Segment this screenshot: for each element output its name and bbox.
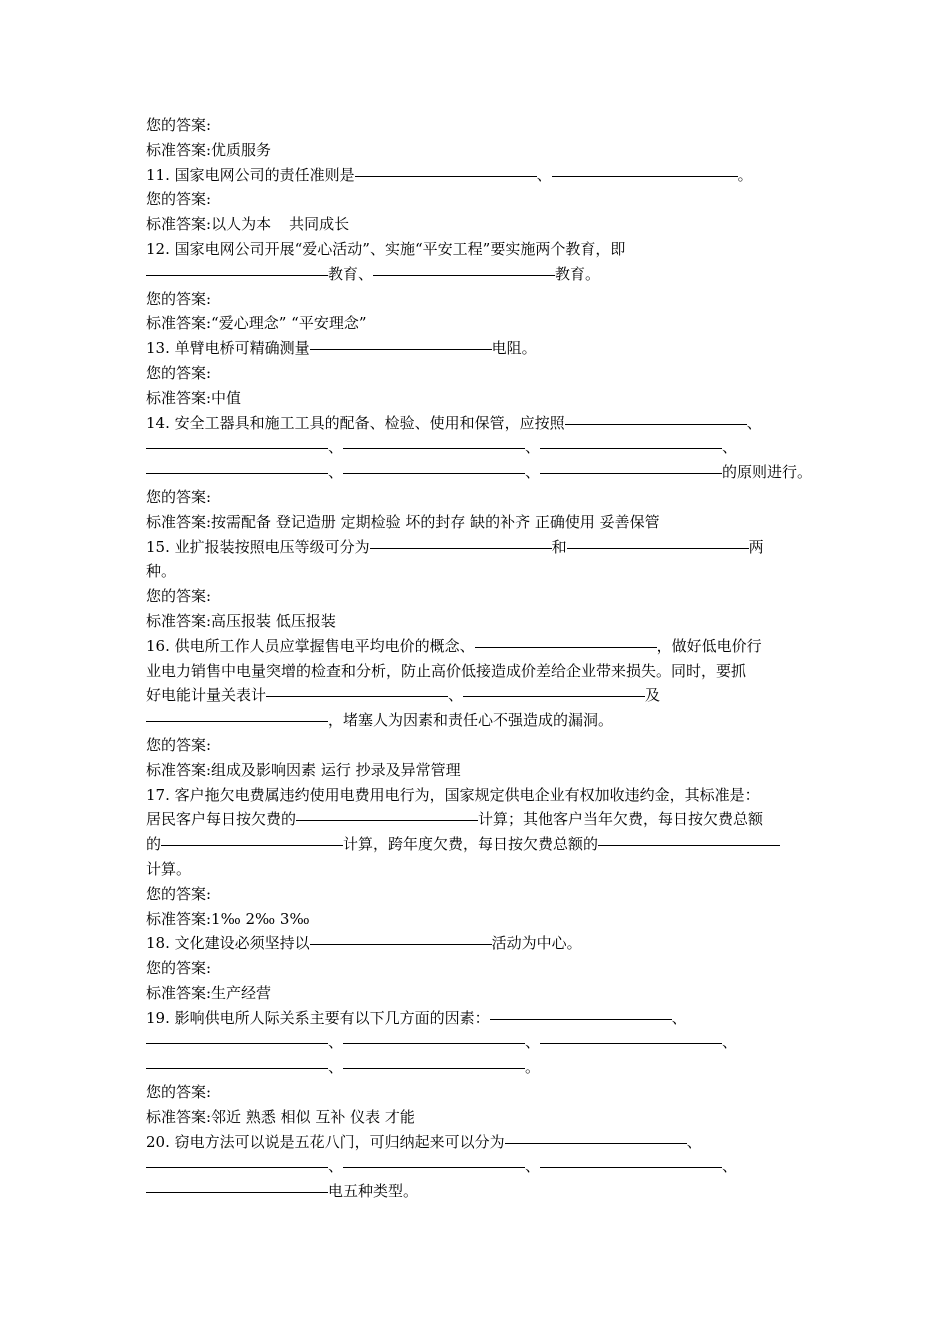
answer-blank[interactable]: [310, 943, 492, 945]
question-text: ，堵塞人为因素和责任心不强造成的漏洞。: [328, 711, 614, 730]
standard-answer-12: 标准答案:“爱心理念” “平安理念”: [146, 314, 367, 333]
answer-blank[interactable]: [505, 1142, 687, 1144]
answer-blank[interactable]: [540, 1042, 722, 1044]
separator: 、: [448, 686, 464, 705]
answer-blank[interactable]: [475, 646, 657, 648]
answer-blank[interactable]: [310, 348, 492, 350]
question-text: 电阻。: [491, 339, 537, 358]
question-13: [146, 336, 816, 361]
answer-blank[interactable]: [540, 472, 722, 474]
question-20: [146, 1130, 816, 1155]
question-number: 12.: [146, 239, 170, 258]
answer-blank[interactable]: [161, 844, 343, 846]
question-text: 的原则进行。: [722, 463, 813, 482]
answer-blank[interactable]: [343, 1166, 525, 1168]
question-text: 活动为中心。: [491, 934, 582, 953]
answer-blank[interactable]: [146, 447, 328, 449]
question-text: 客户拖欠电费属违约使用电费用电行为，国家规定供电企业有权加收违约金，其标准是：: [174, 785, 760, 804]
answer-blank[interactable]: [565, 423, 747, 425]
question-text: 计算；其他客户当年欠费，每日按欠费总额: [478, 810, 764, 829]
period: 。: [525, 1058, 541, 1077]
separator: 、: [746, 413, 762, 432]
separator: 、: [536, 165, 552, 184]
document-page: [146, 113, 816, 1204]
answer-blank[interactable]: [373, 274, 555, 276]
answer-blank[interactable]: [343, 472, 525, 474]
standard-answer-label: 标准答案:: [146, 215, 212, 234]
answer-blank[interactable]: [146, 1042, 328, 1044]
answer-blank[interactable]: [146, 274, 328, 276]
your-answer-15: 您的答案:: [146, 587, 212, 606]
answer-blank[interactable]: [370, 547, 552, 549]
separator: 、: [525, 1033, 541, 1052]
question-16-line-2: 业电力销售中电量突增的检查和分析，防止高价低接造成价差给企业带来损失。同时，要抓: [146, 661, 747, 680]
your-answer-11: 您的答案:: [146, 190, 212, 209]
question-text: 国家电网公司的责任准则是: [174, 165, 355, 184]
your-answer-12: 您的答案:: [146, 289, 212, 308]
question-number: 16.: [146, 636, 170, 655]
separator: 、: [328, 1033, 344, 1052]
question-text: 供电所工作人员应掌握售电平均电价的概念、: [174, 636, 475, 655]
question-17-line-4: 计算。: [146, 859, 192, 878]
question-text: 业扩报装按照电压等级可分为: [174, 537, 370, 556]
separator: 、: [525, 463, 541, 482]
standard-answer-13: 标准答案:中值: [146, 388, 242, 407]
answer-value: 以人为本: [211, 215, 272, 234]
question-12-line-2: [146, 262, 816, 287]
question-number: 15.: [146, 537, 170, 556]
question-14: [146, 411, 816, 436]
question-text: 好电能计量关表计: [146, 686, 267, 705]
question-19: [146, 1006, 816, 1031]
answer-blank[interactable]: [146, 1191, 328, 1193]
your-answer-19: 您的答案:: [146, 1083, 212, 1102]
question-19-line-2: [146, 1030, 816, 1055]
question-17-line-3: [146, 832, 816, 857]
separator: 、: [722, 438, 738, 457]
question-text: 文化建设必须坚持以: [174, 934, 310, 953]
question-text: 居民客户每日按欠费的: [146, 810, 297, 829]
separator: 、: [525, 1157, 541, 1176]
question-14-line-2: [146, 435, 816, 460]
period: 。: [737, 165, 753, 184]
standard-answer-19: 标准答案:邻近 熟悉 相似 互补 仪表 才能: [146, 1107, 415, 1126]
answer-blank[interactable]: [146, 720, 328, 722]
answer-blank[interactable]: [540, 447, 722, 449]
question-17: [146, 783, 816, 808]
separator: 、: [328, 463, 344, 482]
answer-blank[interactable]: [146, 472, 328, 474]
separator: 、: [328, 1058, 344, 1077]
question-17-line-2: [146, 807, 816, 832]
question-15-line-2: 种。: [146, 562, 177, 581]
question-number: 14.: [146, 413, 170, 432]
separator: 、: [686, 1132, 702, 1151]
question-text: ，做好低电价行: [656, 636, 762, 655]
separator: 、: [525, 438, 541, 457]
question-number: 20.: [146, 1132, 170, 1151]
standard-answer-16: 标准答案:组成及影响因素 运行 抄录及异常管理: [146, 760, 461, 779]
question-text: 教育。: [555, 264, 601, 283]
question-text: 国家电网公司开展“爱心活动”、实施“平安工程”要实施两个教育，即: [174, 239, 626, 258]
answer-blank[interactable]: [343, 1042, 525, 1044]
question-text: 和: [551, 537, 567, 556]
standard-answer-18: 标准答案:生产经营: [146, 983, 272, 1002]
standard-answer-11: [146, 212, 816, 237]
question-19-line-3: [146, 1055, 816, 1080]
question-15: [146, 535, 816, 560]
your-answer-16: 您的答案:: [146, 735, 212, 754]
answer-blank[interactable]: [463, 695, 645, 697]
question-12: [146, 237, 816, 262]
question-text: 两: [748, 537, 764, 556]
answer-blank[interactable]: [266, 695, 448, 697]
question-text: 及: [645, 686, 661, 705]
answer-blank[interactable]: [490, 1018, 672, 1020]
separator: 、: [328, 438, 344, 457]
answer-blank[interactable]: [343, 447, 525, 449]
answer-blank[interactable]: [540, 1166, 722, 1168]
separator: 、: [671, 1008, 687, 1027]
question-text: 影响供电所人际关系主要有以下几方面的因素：: [174, 1008, 490, 1027]
your-answer-14: 您的答案:: [146, 487, 212, 506]
question-18: [146, 931, 816, 956]
question-text: 计算，跨年度欠费，每日按欠费总额的: [343, 835, 599, 854]
question-text: 电五种类型。: [328, 1182, 419, 1201]
question-16: [146, 634, 816, 659]
question-number: 18.: [146, 934, 170, 953]
your-answer-13: 您的答案:: [146, 363, 212, 382]
question-text: 的: [146, 835, 162, 854]
your-answer-10: 您的答案:: [146, 116, 212, 134]
answer-blank[interactable]: [146, 1067, 328, 1069]
standard-answer-14: 标准答案:按需配备 登记造册 定期检验 坏的封存 缺的补齐 正确使用 妥善保管: [146, 512, 660, 531]
question-number: 17.: [146, 785, 170, 804]
question-text: 单臂电桥可精确测量: [174, 339, 310, 358]
separator: 、: [328, 1157, 344, 1176]
answer-blank[interactable]: [296, 819, 478, 821]
question-14-line-3: [146, 460, 816, 485]
question-number: 13.: [146, 339, 170, 358]
question-number: 11.: [146, 165, 170, 184]
your-answer-18: 您的答案:: [146, 959, 212, 978]
question-text: 安全工器具和施工工具的配备、检验、使用和保管，应按照: [174, 413, 565, 432]
question-text: 窃电方法可以说是五花八门，可归纳起来可以分为: [174, 1132, 505, 1151]
answer-blank[interactable]: [552, 175, 738, 177]
question-16-line-4: [146, 708, 816, 733]
question-11: [146, 163, 816, 188]
your-answer-17: 您的答案:: [146, 884, 212, 903]
answer-blank[interactable]: [567, 547, 749, 549]
standard-answer-10: 标准答案:优质服务: [146, 140, 272, 159]
separator: 、: [722, 1157, 738, 1176]
question-20-line-3: [146, 1179, 816, 1204]
answer-blank[interactable]: [343, 1067, 525, 1069]
standard-answer-15: 标准答案:高压报装 低压报装: [146, 611, 336, 630]
answer-blank[interactable]: [598, 844, 780, 846]
question-number: 19.: [146, 1008, 170, 1027]
answer-blank[interactable]: [355, 175, 537, 177]
question-20-line-2: [146, 1154, 816, 1179]
answer-value: 共同成长: [289, 215, 350, 234]
standard-answer-17: 标准答案:1‰ 2‰ 3‰: [146, 909, 310, 928]
question-text: 教育、: [328, 264, 374, 283]
separator: 、: [722, 1033, 738, 1052]
answer-blank[interactable]: [146, 1166, 328, 1168]
question-16-line-3: [146, 683, 816, 708]
